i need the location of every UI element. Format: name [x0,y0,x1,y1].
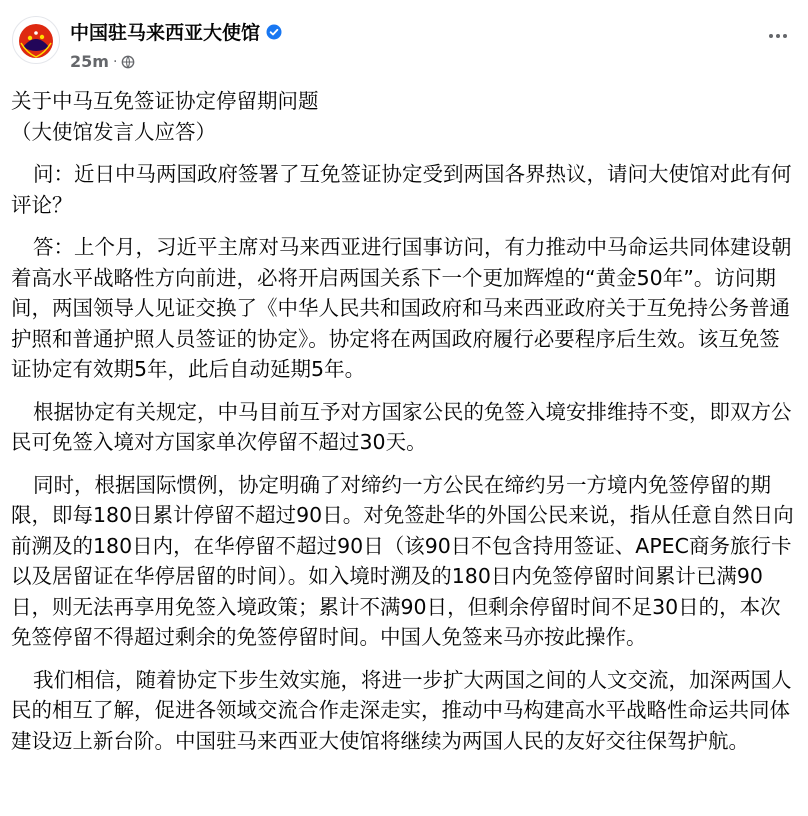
paragraph-current-arrangement [11,397,797,458]
paragraph-question [11,159,797,220]
more-dot-icon [769,34,773,38]
paragraph-stay-limit [11,470,797,653]
page-avatar[interactable] [12,16,60,64]
more-options-button[interactable] [764,26,792,46]
paragraph-text: 根据协定有关规定，中马目前互予对方国家公民的免签入境安排维持不变，即双方公民可免签入境对方国家单次停留不超过30天。 [11,399,792,454]
paragraph-conclusion [11,665,797,757]
more-dot-icon [776,34,780,38]
paragraph-text: 同时，根据国际惯例，协定明确了对缔约一方公民在缔约另一方境内免签停留的期限，即每180日累计停留不超过90日。对免签赴华的外国公民来说，指从任意自然日向前溯及的180日内，在华停留不超过90日（该90日不包含持用签证、APEC商务旅行卡以及居留证在华停居留的时间）。如入境时溯及的180日内免签停留时间累计已满90日，则无法再享用免签入境政策；累计不满90日，但剩余停留时间不足30日的，本次免签停留不得超过剩余的免签停留时间。中国人免签来马亦按此操作。 [11,472,794,649]
paragraph-text: 问：近日中马两国政府签署了互免签证协定受到两国各界热议，请问大使馆对此有何评论？ [11,162,792,217]
post-body [11,86,797,756]
globe-icon [121,55,135,69]
page-name-text[interactable]: 中国驻马来西亚大使馆 [70,22,261,44]
more-dot-icon [783,34,787,38]
page-name[interactable] [70,18,282,45]
embassy-logo-icon [13,17,59,63]
post-header [12,12,796,76]
post-subtitle: （大使馆发言人应答） [11,119,216,144]
paragraph-answer [11,232,797,385]
paragraph-text: 我们相信，随着协定下步生效实施，将进一步扩大两国之间的人文交流，加深两国人民的相互了解，促进各领域交流合作走深走实，推动中马构建高水平战略性命运共同体建设迈上新台阶。中国驻马来西亚大使馆将继续为两国人民的友好交往保驾护航。 [11,667,792,753]
meta-separator: · [112,53,118,70]
post-timestamp[interactable]: 25m [70,52,109,71]
post-meta [70,52,135,71]
paragraph-text: 答：上个月，习近平主席对马来西亚进行国事访问，有力推动中马命运共同体建设朝着高水平战略性方向前进，必将开启两国关系下一个更加辉煌的“黄金50年”。访问期间，两国领导人见证交换了《中华人民共和国政府和马来西亚政府关于互免持公务普通护照和普通护照人员签证的协定》。协定将在两国政府履行必要程序后生效。该互免签证协定有效期5年，此后自动延期5年。 [11,235,792,381]
post-title: 关于中马互免签证协定停留期问题 [11,89,319,113]
verified-badge-icon [266,24,282,40]
